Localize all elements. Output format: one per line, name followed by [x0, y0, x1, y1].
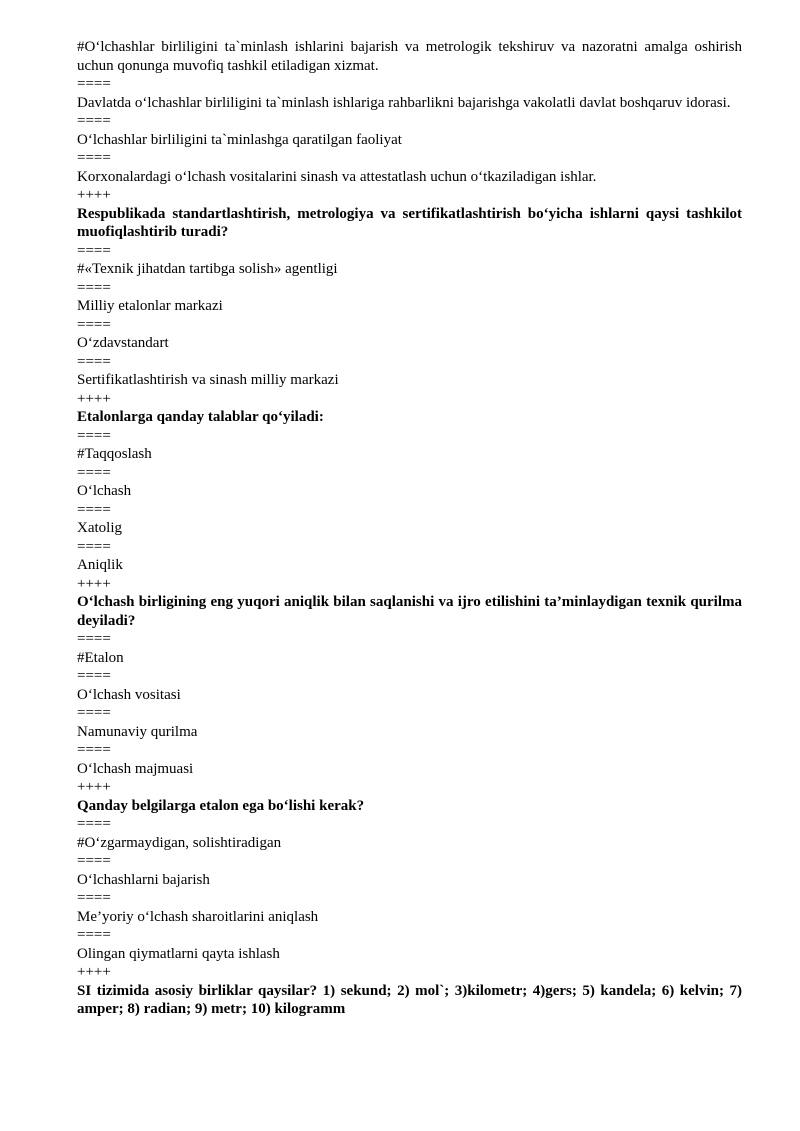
separator-line: ==== — [77, 427, 111, 444]
answer-option: O‘lchashlar birliligini ta`minlashga qaratilgan faoliyat — [77, 131, 402, 148]
answer-option: #Taqqoslash — [77, 446, 152, 462]
question-text: Respublikada standartlashtirish, metrologiya va sertifikatlashtirish bo‘yicha ishlarni qaysi tashkilot muofiqlashtirib turadi? — [77, 205, 746, 240]
separator-line: ==== — [77, 353, 111, 370]
answer-option: Olingan qiymatlarni qayta ishlash — [77, 945, 280, 962]
answer-option: Davlatda o‘lchashlar birliligini ta`minlash ishlariga rahbarlikni bajarishga vakolatli davlat boshqaruv idorasi. — [77, 94, 731, 111]
separator-line: ==== — [77, 668, 111, 684]
separator-line: ==== — [77, 890, 111, 906]
answer-option: Milliy etalonlar markazi — [77, 298, 223, 314]
question-text: Etalonlarga qanday talablar qo‘yiladi: — [77, 409, 324, 425]
separator-line: ++++ — [77, 187, 111, 203]
answer-option: #«Texnik jihatdan tartibga solish» agentligi — [77, 261, 338, 277]
answer-option: Xatolig — [77, 520, 122, 536]
separator-line: ==== — [77, 927, 111, 943]
answer-option: Korxonalardagi o‘lchash vositalarini sinash va attestatlash uchun o‘tkaziladigan ishlar. — [77, 168, 597, 185]
separator-line: ==== — [77, 316, 111, 333]
answer-option: O‘lchashlarni bajarish — [77, 871, 210, 888]
answer-option: #O‘lchashlar birliligini ta`minlash ishlarini bajarish va metrologik tekshiruv va nazoratni amalga oshirish uchun qonunga muvofiq tashkil etiladigan xizmat. — [77, 39, 746, 74]
question-text: SI tizimida asosiy birliklar qaysilar? 1) sekund; 2) mol`; 3)kilometr; 4)gers; 5) kandela; 6) kelvin; 7) amper; 8) radian; 9) metr; 10) kilogramm — [77, 982, 746, 1017]
question-text: O‘lchash birligining eng yuqori aniqlik bilan saqlanishi va ijro etilishini ta’minlaydigan texnik qurilma deyiladi? — [77, 594, 746, 629]
separator-line: ++++ — [77, 964, 111, 980]
separator-line: ==== — [77, 742, 111, 758]
separator-line: ==== — [77, 853, 111, 869]
answer-option: O‘lchash — [77, 483, 132, 499]
answer-option: Aniqlik — [77, 557, 123, 573]
separator-line: ++++ — [77, 575, 111, 592]
separator-line: ==== — [77, 501, 111, 518]
question-text: Qanday belgilarga etalon ega bo‘lishi kerak? — [77, 797, 365, 814]
separator-line: ++++ — [77, 390, 111, 407]
answer-option: Sertifikatlashtirish va sinash milliy markazi — [77, 372, 339, 388]
separator-line: ==== — [77, 76, 111, 92]
separator-line: ==== — [77, 464, 111, 481]
separator-line: ==== — [77, 242, 111, 259]
answer-option: O‘zdavstandart — [77, 335, 169, 351]
answer-option: #Etalon — [77, 649, 124, 666]
document-body — [77, 38, 746, 1019]
answer-option: #O‘zgarmaydigan, solishtiradigan — [77, 834, 282, 851]
answer-option: O‘lchash majmuasi — [77, 760, 194, 777]
separator-line: ==== — [77, 279, 111, 296]
separator-line: ==== — [77, 538, 111, 555]
answer-option: Me’yoriy o‘lchash sharoitlarini aniqlash — [77, 908, 319, 925]
separator-line: ==== — [77, 705, 111, 721]
answer-option: Namunaviy qurilma — [77, 723, 198, 740]
answer-option: O‘lchash vositasi — [77, 686, 181, 703]
separator-line: ==== — [77, 631, 111, 647]
separator-line: ==== — [77, 113, 111, 129]
separator-line: ++++ — [77, 779, 111, 795]
separator-line: ==== — [77, 150, 111, 166]
separator-line: ==== — [77, 816, 111, 832]
